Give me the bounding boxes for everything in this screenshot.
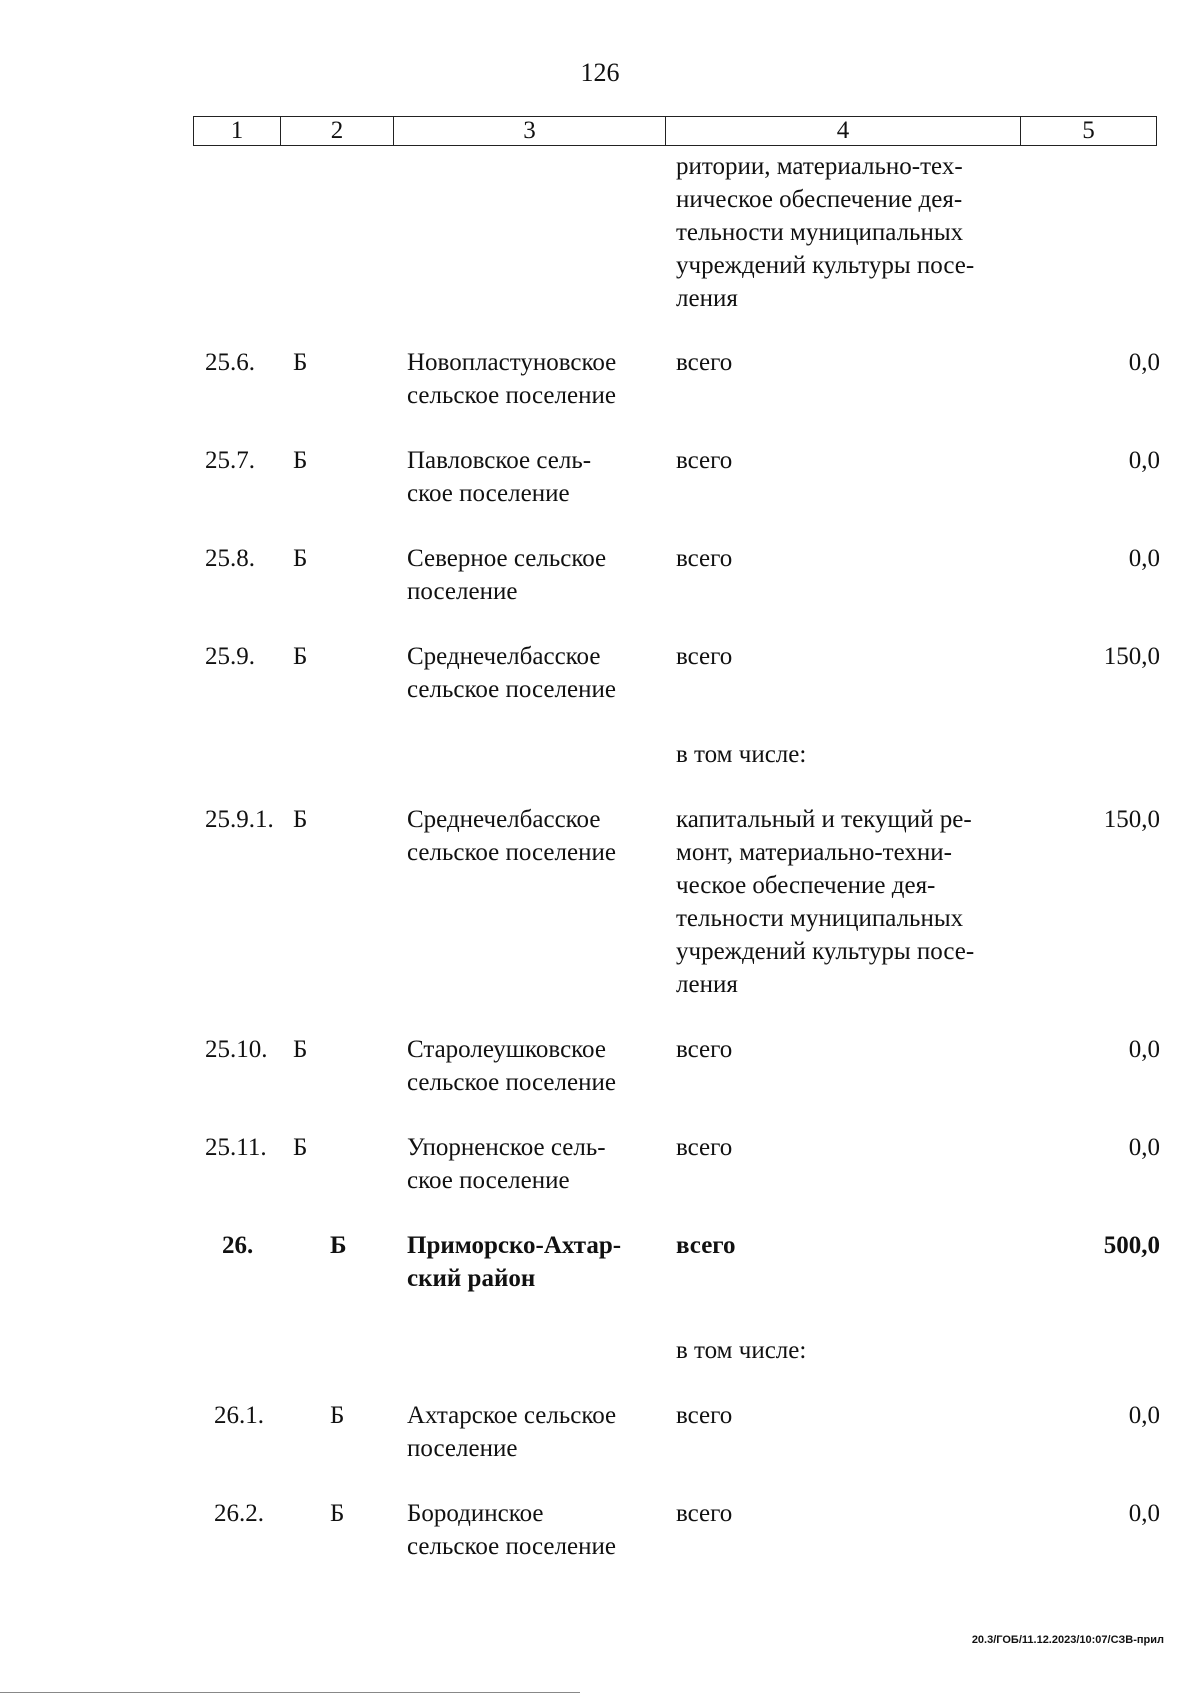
row-number: 25.7.	[205, 447, 255, 474]
row-description: всего	[676, 1402, 733, 1429]
column-header-3: 3	[394, 117, 666, 145]
row-description: капитальный и текущий ре- монт, материально-техни- ческое обеспечение дея- тельности муниципальных учреждений культуры посе- ления	[676, 806, 975, 998]
row-name: Ахтарское сельское поселение	[407, 1402, 617, 1462]
page-number: 126	[580, 58, 620, 87]
document-code: 20.3/ГОБ/11.12.2023/10:07/СЗВ-прил	[971, 1634, 1164, 1646]
row-category: Б	[330, 1232, 347, 1259]
row-category: Б	[293, 545, 308, 572]
row-description: всего	[676, 1232, 736, 1259]
row-description: в том числе:	[676, 741, 807, 768]
row-description: всего	[676, 1500, 733, 1527]
row-category: Б	[293, 1036, 308, 1063]
bottom-divider	[0, 1692, 580, 1693]
row-number: 25.11.	[205, 1134, 267, 1161]
row-number: 25.6.	[205, 349, 255, 376]
column-header-4: 4	[666, 117, 1021, 145]
row-amount: 150,0	[1103, 806, 1160, 833]
row-category: Б	[293, 1134, 308, 1161]
row-amount: 0,0	[1128, 1134, 1160, 1161]
row-number: 26.1.	[214, 1402, 264, 1429]
row-name: Бородинское сельское поселение	[407, 1500, 616, 1560]
row-number: 25.9.	[205, 643, 255, 670]
column-header-5: 5	[1082, 117, 1095, 144]
row-amount: 0,0	[1128, 1402, 1160, 1429]
row-name: Северное сельское поселение	[407, 545, 607, 605]
column-header-1: 1	[194, 117, 281, 145]
row-description: в том числе:	[676, 1337, 807, 1364]
row-amount: 0,0	[1128, 1500, 1160, 1527]
row-amount: 0,0	[1128, 1036, 1160, 1063]
row-description: всего	[676, 349, 733, 376]
row-description: всего	[676, 643, 733, 670]
row-amount: 0,0	[1128, 545, 1160, 572]
row-amount: 0,0	[1128, 349, 1160, 376]
row-number: 26.	[222, 1232, 254, 1259]
row-category: Б	[330, 1500, 345, 1527]
row-name: Павловское сель- ское поселение	[407, 447, 592, 507]
row-name: Среднечелбасское сельское поселение	[407, 643, 616, 703]
row-amount: 500,0	[1103, 1232, 1160, 1259]
row-description: всего	[676, 1134, 733, 1161]
row-name: Упорненское сель- ское поселение	[407, 1134, 606, 1194]
row-name: Среднечелбасское сельское поселение	[407, 806, 616, 866]
row-name: Приморско-Ахтар- ский район	[407, 1232, 622, 1292]
row-description: всего	[676, 1036, 733, 1063]
row-amount: 150,0	[1103, 643, 1160, 670]
row-description: всего	[676, 545, 733, 572]
row-number: 26.2.	[214, 1500, 264, 1527]
row-name: Старолеушковское сельское поселение	[407, 1036, 616, 1096]
row-description: всего	[676, 447, 733, 474]
row-category: Б	[293, 643, 308, 670]
row-number: 25.8.	[205, 545, 255, 572]
row-description: ритории, материально-тех- ническое обеспечение дея- тельности муниципальных учреждений культуры посе- ления	[676, 153, 975, 312]
row-amount: 0,0	[1128, 447, 1160, 474]
row-number: 25.9.1.	[205, 806, 274, 833]
row-number: 25.10.	[205, 1036, 268, 1063]
row-name: Новопластуновское сельское поселение	[407, 349, 617, 409]
row-category: Б	[293, 806, 308, 833]
row-category: Б	[293, 349, 308, 376]
column-header-2: 2	[281, 117, 394, 145]
row-category: Б	[330, 1402, 345, 1429]
row-category: Б	[293, 447, 308, 474]
